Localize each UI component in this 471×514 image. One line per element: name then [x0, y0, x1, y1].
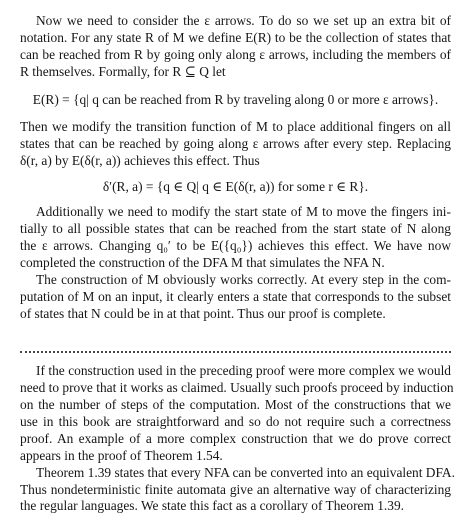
text-line: Theorem 1.39 states that every NFA can be converted into an equivalent DFA. — [36, 465, 455, 480]
text-line: appears in the proof of Theorem 1.54. — [20, 448, 223, 463]
text-line: putation of M on an input, it clearly enters a state that corresponds to the subset — [20, 289, 451, 304]
display-equation: E(R) = {q| q can be reached from R by traveling along 0 or more ε arrows}. — [32, 92, 439, 107]
dotted-divider — [20, 351, 451, 353]
text-line: states that can be reached by going along ε arrows after every step. Replacing — [20, 136, 451, 151]
text-line: Additionally we need to modify the start state of M to move the fingers ini- — [36, 204, 451, 219]
text-line: δ(r, a) by E(δ(r, a)) achieves this effect. Thus — [20, 153, 260, 168]
text-line: If the construction used in the preceding proof were more complex we would — [36, 363, 451, 378]
text-line: the ε arrows. Changing q₀′ to be E({q₀}) achieves this effect. We have now — [20, 238, 451, 253]
display-equation: δ′(R, a) = {q ∈ Q| q ∈ E(δ(r, a)) for some r ∈ R}. — [102, 179, 369, 194]
text-line: R themselves. Formally, for R ⊆ Q let — [20, 64, 226, 79]
text-line: notation. For any state R of M we define E(R) to be the collection of states that — [20, 30, 451, 45]
text-line: Now we need to consider the ε arrows. To do so we set up an extra bit of — [36, 13, 451, 28]
text-line: The construction of M obviously works correctly. At every step in the com- — [36, 272, 451, 287]
text-line: on the number of steps of the computation. Most of the constructions that we — [20, 397, 451, 412]
text-line: of states that N could be in at that point. Thus our proof is complete. — [20, 306, 386, 321]
text-line: use in this book are straightforward and so do not require such a correctness — [20, 414, 451, 429]
text-line: need to prove that it works as claimed. Usually such proofs proceed by induction — [20, 380, 454, 395]
text-line: Then we modify the transition function of M to place additional fingers on all — [20, 119, 451, 134]
text-line: the regular languages. We state this fact as a corollary of Theorem 1.39. — [20, 498, 405, 513]
text-line: Thus nondeterministic finite automata give an alternative way of characterizing — [20, 482, 451, 497]
text-line: can be reached from R by going only along ε arrows, including the members of — [20, 47, 451, 62]
text-line: completed the construction of the DFA M that simulates the NFA N. — [20, 255, 385, 270]
text-line: tially to all possible states that can be reached from the start state of N along — [20, 221, 451, 236]
text-line: proof. An example of a more complex construction that we do prove correct — [20, 431, 451, 446]
